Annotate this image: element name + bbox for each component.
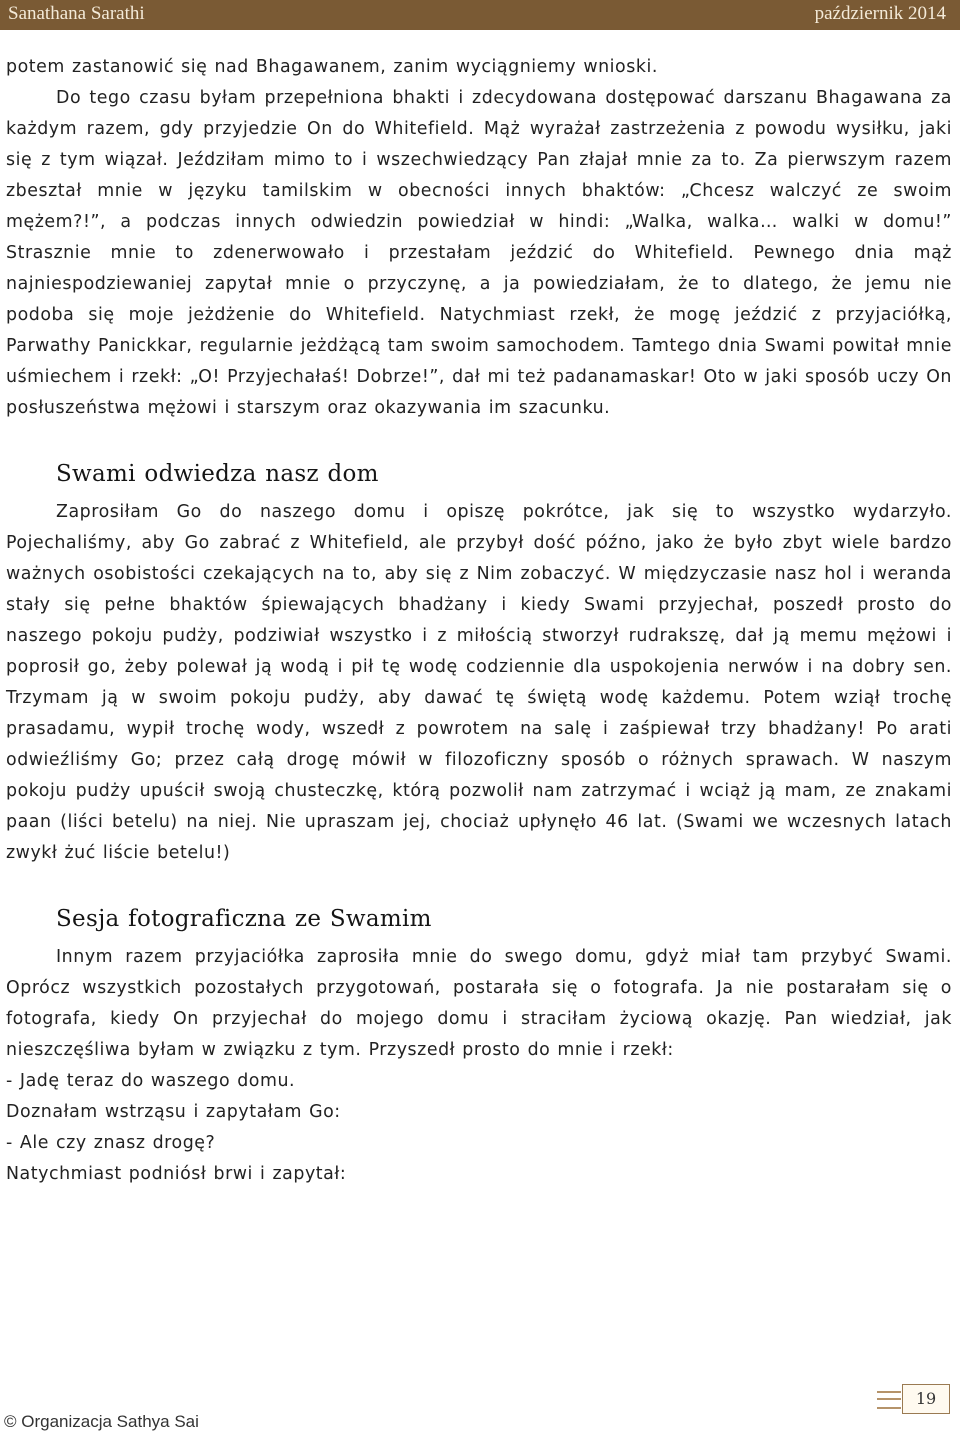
- paragraph-bhakti: Do tego czasu byłam przepełniona bhakti i zdecydowana dostępować darszanu Bhagawana za każdym razem, gdy przyjedzie On do Whitefield. Mąż wyrażał zastrzeżenia z powodu wysiłku, jaki się z tym wiązał. Jeździłam mimo to i wszechwiedzący Pan złajał mnie za to. Za pierwszym razem zbeształ mnie w języku tamilskim w obecności innych bhaktów: „Chcesz walczyć ze swoim mężem?!”, a podczas innych odwiedzin powiedział w hindi: „Walka, walka… walki w domu!” Strasznie mnie to zdenerwowało i przestałam jeździć do Whitefield. Pewnego dnia mąż najniespodziewaniej zapytał mnie o przyczynę, a ja powiedziałam, że to dlatego, że jemu nie podoba się moje jeżdżenie do Whitefield. Natychmiast rzekł, że mogę jeździć z przyjaciółką, Parwathy Panickkar, regularnie jeżdżącą tam swoim samochodem. Tamtego dnia Swami powitał mnie uśmiechem i rzekł: „O! Przyjechałaś! Dobrze!”, dał mi też padanamaskar! Oto w jaki sposób uczy On posłuszeństwa mężowi i starszym oraz okazywania im szacunku.: [6, 88, 952, 418]
- paragraph-continuation: potem zastanowić się nad Bhagawanem, zanim wyciągniemy wnioski.: [6, 57, 658, 77]
- paragraph-home-visit: Zaprosiłam Go do naszego domu i opiszę pokrótce, jak się to wszystko wydarzyło. Pojechaliśmy, aby Go zabrać z Whitefield, ale przybył dość późno, jako że było zbyt wiele bardzo ważnych osobistości czekających na to, aby się z Nim zobaczyć. W międzyczasie nasz hol i weranda stały się pełne bhaktów śpiewających bhadżany i kiedy Swami przyjechał, poszedł prosto do naszego pokoju pudży, podziwiał wszystko i z miłością stworzył rudrakszę, dał ją memu mężowi i poprosił go, żeby polewał ją wodą i pił tę wodę codziennie dla uspokojenia nerwów i na dobry sen. Trzymam ją w swoim pokoju pudży, aby dawać tę świętą wodę każdemu. Potem wziął trochę prasadamu, wypił trochę wody, wszedł z powrotem na salę i zaśpiewał trzy bhadżany! Po arati odwieźliśmy Go; przez całą drogę mówił w filozoficzny sposób o różnych sprawach. W naszym pokoju pudży upuścił swoją chusteczkę, którą pozwolił nam zatrzymać i wciąż ją mam, ze znakami paan (liści betelu) na niej. Nie upraszam jej, chociaż upłynęło 46 lat. (Swami we wczesnych latach zwykł żuć liście betelu!): [6, 502, 952, 863]
- dialog-line: - Jadę teraz do waszego domu.: [6, 1071, 296, 1091]
- publication-title: Sanathana Sarathi: [8, 3, 145, 24]
- dialog-line: Doznałam wstrząsu i zapytałam Go:: [6, 1102, 341, 1122]
- page-header: [0, 0, 960, 30]
- page-number: 19: [915, 1389, 937, 1408]
- dialog-line: Natychmiast podniósł brwi i zapytał:: [6, 1164, 347, 1184]
- section-heading-photo-session: Sesja fotograficzna ze Swamim: [56, 906, 432, 932]
- decorative-lines-icon: [877, 1391, 901, 1409]
- article-body: [6, 52, 952, 1190]
- issue-date: październik 2014: [814, 3, 946, 24]
- copyright-notice: © Organizacja Sathya Sai: [4, 1412, 199, 1431]
- paragraph-photo-session: Innym razem przyjaciółka zaprosiła mnie do swego domu, gdyż miał tam przybyć Swami. Oprócz wszystkich pozostałych przygotowań, postarała się o fotografa. Ja nie postarałam się o fotografa, kiedy On przyjechał do mojego domu i straciłam życiową okazję. Pan wiedział, jak nieszczęśliwa byłam w związku z tym. Przyszedł prosto do mnie i rzekł:: [6, 947, 952, 1060]
- page-number-badge: [902, 1384, 950, 1414]
- dialog-line: - Ale czy znasz drogę?: [6, 1133, 216, 1153]
- section-heading-home-visit: Swami odwiedza nasz dom: [56, 461, 379, 487]
